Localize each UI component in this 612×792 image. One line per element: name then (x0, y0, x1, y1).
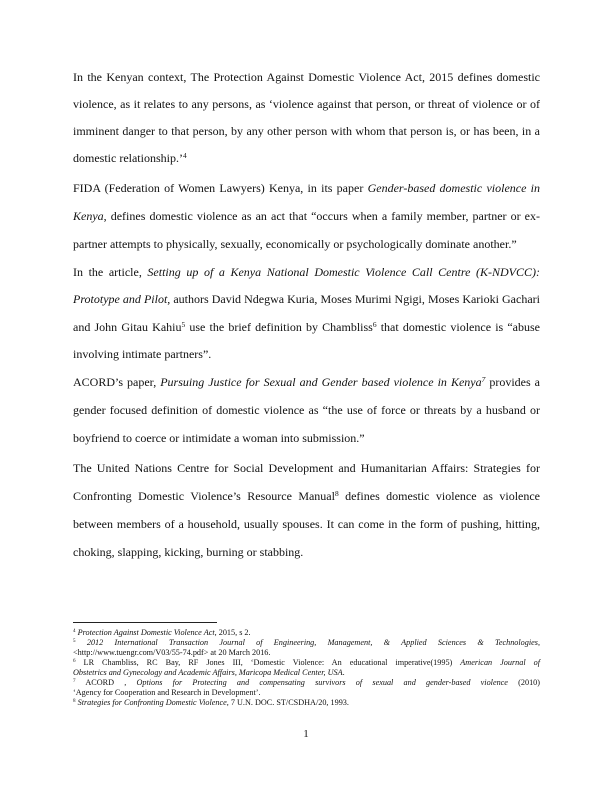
footnote-6-line (73, 668, 540, 678)
text-segment: Protection Against Domestic Violence Act (77, 628, 215, 637)
paragraph-1-line (73, 97, 540, 111)
text-segment: imminent danger to that person, by any other person with whom that person is, or has been, in a (73, 124, 540, 138)
paragraph-2-line (73, 181, 540, 195)
text-segment: Options for Protecting and compensating survivors of sexual and gender-based violence (136, 678, 508, 687)
text-segment: Prototype and Pilot (73, 292, 168, 306)
page-number: 1 (303, 728, 309, 740)
text-segment: Obstetrics and Gynecology and Academic Affairs, Maricopa Medical Center, USA (73, 668, 343, 677)
text-segment: <http://www.tuengr.com/V03/55-74.pdf> at 20 March 2016. (73, 648, 271, 657)
text-segment: Setting up of a Kenya National Domestic Violence Call Centre (K-NDVCC): (147, 265, 540, 279)
footnote-number: 5 (73, 638, 76, 645)
paragraph-4-line (73, 403, 540, 417)
footnote-5-line (73, 648, 540, 658)
paragraph-2-line (73, 237, 540, 251)
text-segment: In the article, (73, 265, 148, 279)
text-segment: involving intimate partners”. (73, 347, 212, 361)
text-segment: defines domestic violence as violence (338, 489, 541, 503)
text-segment: use the brief definition by Chambliss (185, 320, 373, 334)
footnote-reference: 8 (334, 488, 339, 498)
text-segment: Confronting Domestic Violence’s Resource Manual (73, 489, 335, 503)
paragraph-5-line (73, 489, 540, 503)
text-segment: FIDA (Federation of Women Lawyers) Kenya, in its paper (73, 181, 368, 195)
text-segment: , 7 U.N. DOC. ST/CSDHA/20, 1993. (226, 698, 349, 707)
text-segment: between members of a household, usually spouses. It can come in the form of pushing, hitting, (73, 517, 540, 531)
paragraph-5-line (73, 461, 540, 475)
text-segment: , 2015, s 2. (214, 628, 251, 637)
text-segment: ACORD’s paper, (73, 375, 161, 389)
paragraph-5-line (73, 517, 540, 531)
paragraph-2-line (73, 209, 540, 223)
footnote-number: 4 (73, 628, 76, 635)
text-segment: Kenya (73, 209, 104, 223)
text-segment: partner attempts to physically, sexually, economically or psychologically dominate another.” (73, 237, 517, 251)
footnote-reference: 5 (181, 319, 186, 329)
text-segment: domestic relationship.’ (73, 151, 183, 165)
text-segment: The United Nations Centre for Social Development and Humanitarian Affairs: Strategies for (73, 461, 540, 475)
footnote-number: 6 (73, 658, 76, 665)
text-segment: choking, slapping, kicking, burning or stabbing. (73, 545, 304, 559)
text-segment: provides a (485, 375, 541, 389)
footnote-8-line (73, 698, 540, 708)
text-segment: Pursuing Justice for Sexual and Gender based violence in Kenya (160, 375, 482, 389)
text-segment (76, 638, 87, 647)
text-segment: . (342, 668, 345, 677)
footnote-7-line (73, 688, 540, 698)
paragraph-3-line (73, 320, 540, 334)
footnote-6-line (73, 658, 540, 668)
text-segment: and John Gitau Kahiu (73, 320, 182, 334)
text-segment: gender focused definition of domestic violence as “the use of force or threats by a husband or (73, 403, 540, 417)
paragraph-5-line (73, 545, 540, 559)
text-segment: ‘Agency for Cooperation and Research in Development’. (73, 688, 261, 697)
footnote-4-line (73, 628, 540, 638)
text-segment: violence, as it relates to any persons, as ‘violence against that person, or threat of violence or of (73, 97, 540, 111)
paragraph-1-line (73, 151, 540, 165)
paragraph-1-line (73, 124, 540, 138)
text-segment: (2010) (507, 678, 541, 687)
footnote-5-line (73, 638, 540, 648)
text-segment: 2012 International Transaction Journal of Engineering, Management, & Applied Sciences & Technologies (86, 638, 538, 647)
footnote-reference: 7 (481, 374, 486, 384)
text-segment: American Journal of (460, 658, 540, 667)
paragraph-4-line (73, 431, 540, 445)
paragraph-3-line (73, 347, 540, 361)
footnote-separator (73, 622, 217, 623)
text-segment: LR Chambliss, RC Bay, RF Jones III, ‘Domestic Violence: An educational imperative(1995) (75, 658, 461, 667)
text-segment: Strategies for Confronting Domestic Violence (77, 698, 227, 707)
text-segment: ACORD , (75, 678, 137, 687)
footnote-7-line (73, 678, 540, 688)
text-segment: , (537, 638, 541, 647)
text-segment: that domestic violence is “abuse (376, 320, 541, 334)
paragraph-4-line (73, 375, 540, 389)
footnote-number: 8 (73, 698, 76, 705)
paragraph-3-line (73, 292, 540, 306)
text-segment: In the Kenyan context, The Protection Against Domestic Violence Act, 2015 defines domestic (73, 70, 540, 84)
footnote-reference: 4 (182, 150, 187, 160)
text-segment: boyfriend to coerce or intimidate a woman into submission.” (73, 431, 365, 445)
paragraph-1-line (73, 70, 540, 84)
text-segment: Gender-based domestic violence in (367, 181, 541, 195)
text-segment: , defines domestic violence as an act that “occurs when a family member, partner or ex- (103, 209, 540, 223)
text-segment: , authors David Ndegwa Kuria, Moses Murimi Ngigi, Moses Karioki Gachari (167, 292, 540, 306)
footnote-number: 7 (73, 678, 76, 685)
footnote-reference: 6 (372, 319, 377, 329)
paragraph-3-line (73, 265, 540, 279)
